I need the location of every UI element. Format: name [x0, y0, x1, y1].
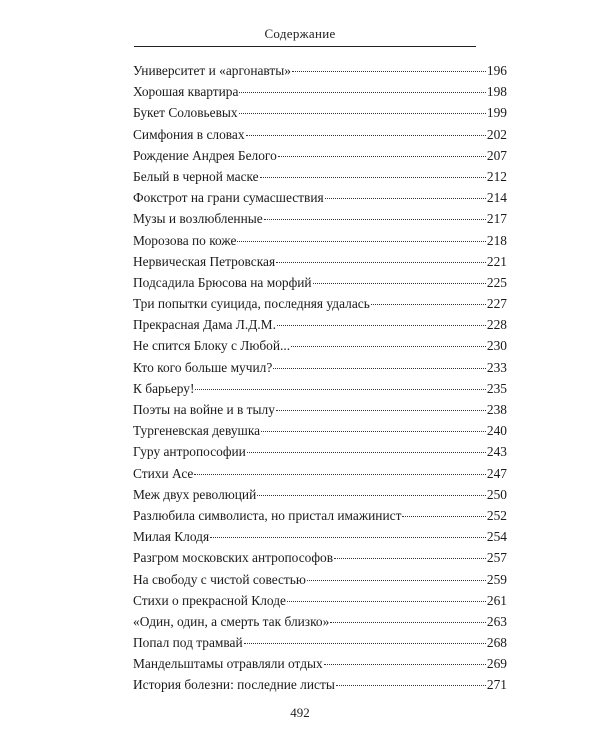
dot-leader	[292, 71, 486, 72]
toc-entry-title: Нервическая Петровская	[133, 253, 276, 269]
header-rule	[134, 46, 476, 47]
dot-leader	[277, 325, 486, 326]
toc-entry-title: Стихи о прекрасной Клоде	[133, 592, 286, 608]
toc-entry-page: 243	[486, 444, 507, 460]
toc-entry	[133, 632, 507, 653]
toc-entry-title: Университет и «аргонавты»	[133, 63, 291, 78]
toc-entry-title: «Один, один, а смерть так близко»	[133, 613, 330, 629]
toc-entry-title: К барьеру!	[133, 380, 195, 396]
toc-entry	[133, 102, 507, 123]
toc-entry-title: Музы и возлюбленные	[133, 211, 263, 227]
toc-entry	[133, 187, 507, 208]
toc-entry-title: Мандельштамы отравляли отдых	[133, 656, 323, 672]
toc-entry-title: Поэты на войне и в тылу	[133, 402, 275, 417]
toc-entry-title: История болезни: последние листы	[133, 677, 335, 693]
dot-leader	[325, 198, 486, 199]
toc-entry-page: 263	[486, 613, 507, 629]
toc-entry-page: 233	[486, 359, 507, 375]
toc-entry	[133, 124, 507, 145]
toc-entry	[133, 272, 507, 293]
toc-entry	[133, 145, 507, 166]
toc-entry-title: Букет Соловьевых	[133, 105, 238, 121]
toc-entry-title: Милая Клодя	[133, 529, 210, 545]
toc-entry-page: 227	[486, 296, 507, 312]
dot-leader	[291, 346, 486, 347]
dot-leader	[324, 664, 486, 665]
dot-leader	[336, 685, 486, 686]
dot-leader	[278, 156, 486, 157]
toc-entry	[133, 526, 507, 547]
toc-entry	[133, 590, 507, 611]
toc-entry-title: Белый в черной маске	[133, 168, 259, 184]
dot-leader	[246, 135, 486, 136]
toc-entry	[133, 399, 507, 420]
toc-entry-page: 247	[486, 465, 507, 481]
toc-entry	[133, 293, 507, 314]
dot-leader	[371, 304, 486, 305]
toc-entry	[133, 441, 507, 462]
toc-entry	[133, 81, 507, 102]
dot-leader	[264, 219, 486, 220]
toc-entry-title: Фокстрот на грани сумасшествия	[133, 190, 324, 206]
toc-entry-title: Попал под трамвай	[133, 635, 243, 651]
toc-entry-page: 259	[486, 571, 507, 587]
toc-entry	[133, 230, 507, 251]
dot-leader	[273, 368, 486, 369]
toc-entry-title: Рождение Андрея Белого	[133, 147, 277, 163]
toc-entry-page: 254	[486, 529, 507, 545]
toc-entry	[133, 420, 507, 441]
toc-entry	[133, 378, 507, 399]
toc-entry	[133, 314, 507, 335]
toc-entry	[133, 335, 507, 356]
toc-entry	[133, 547, 507, 568]
toc-entry-title: Кто кого больше мучил?	[133, 359, 273, 375]
toc-entry-page: 252	[486, 507, 507, 523]
dot-leader	[195, 389, 485, 390]
toc-entry-title: Хорошая квартира	[133, 84, 239, 100]
toc-entry-page: 235	[486, 380, 507, 396]
toc-entry-page: 261	[486, 592, 507, 608]
toc-entry-title: Разгром московских антропософов	[133, 550, 334, 566]
toc-entry	[133, 484, 507, 505]
toc-entry-title: Симфония в словах	[133, 126, 245, 142]
toc-entry-page: 221	[486, 253, 507, 269]
toc-entry-page: 238	[486, 402, 507, 417]
dot-leader	[260, 177, 486, 178]
toc-entry-title: Меж двух революций	[133, 486, 257, 502]
toc-entry	[133, 60, 507, 81]
toc-entry	[133, 611, 507, 632]
toc-entry	[133, 653, 507, 674]
toc-entry-page: 240	[486, 423, 507, 439]
dot-leader	[210, 537, 486, 538]
toc-entry-page: 202	[486, 126, 507, 142]
toc-entry-page: 268	[486, 635, 507, 651]
toc-entry-page: 217	[486, 211, 507, 227]
dot-leader	[261, 431, 486, 432]
toc-entry-title: Гуру антропософии	[133, 444, 246, 460]
toc-entry	[133, 251, 507, 272]
toc-entry	[133, 208, 507, 229]
dot-leader	[247, 452, 486, 453]
dot-leader	[244, 643, 486, 644]
dot-leader	[276, 262, 486, 263]
toc-entry	[133, 463, 507, 484]
toc-entry-page: 230	[486, 338, 507, 354]
toc-entry-page: 269	[486, 656, 507, 672]
dot-leader	[307, 580, 486, 581]
toc-entry-page: 214	[486, 190, 507, 206]
toc-entry-title: Морозова по коже	[133, 232, 237, 248]
dot-leader	[239, 92, 485, 93]
dot-leader	[313, 283, 486, 284]
table-of-contents	[133, 60, 507, 696]
toc-entry-page: 207	[486, 147, 507, 163]
toc-entry-title: Не спится Блоку с Любой...	[133, 338, 291, 354]
dot-leader	[402, 516, 485, 517]
toc-entry-title: На свободу с чистой совестью	[133, 571, 306, 587]
toc-entry-title: Три попытки суицида, последняя удалась	[133, 296, 370, 312]
toc-entry-title: Прекрасная Дама Л.Д.М.	[133, 317, 276, 333]
dot-leader	[237, 241, 485, 242]
toc-entry-title: Разлюбила символиста, но пристал имажинист	[133, 507, 402, 523]
toc-entry-page: 218	[486, 232, 507, 248]
running-head: Содержание	[264, 26, 336, 41]
dot-leader	[330, 622, 486, 623]
dot-leader	[334, 558, 486, 559]
dot-leader	[257, 495, 486, 496]
dot-leader	[276, 410, 486, 411]
toc-entry-title: Стихи Асе	[133, 465, 194, 481]
toc-entry-page: 199	[486, 105, 507, 121]
dot-leader	[239, 113, 486, 114]
toc-entry-page: 196	[486, 63, 507, 78]
toc-entry-title: Подсадила Брюсова на морфий	[133, 274, 312, 290]
toc-entry-page: 257	[486, 550, 507, 566]
toc-entry	[133, 674, 507, 695]
dot-leader	[287, 601, 486, 602]
toc-entry-page: 198	[486, 84, 507, 100]
toc-entry-page: 271	[486, 677, 507, 693]
toc-entry	[133, 569, 507, 590]
toc-entry-title: Тургеневская девушка	[133, 423, 261, 439]
toc-entry-page: 228	[486, 317, 507, 333]
toc-entry	[133, 505, 507, 526]
toc-entry-page: 212	[486, 168, 507, 184]
page-number: 492	[290, 705, 310, 720]
toc-entry-page: 225	[486, 274, 507, 290]
dot-leader	[194, 474, 486, 475]
toc-entry	[133, 166, 507, 187]
toc-entry	[133, 357, 507, 378]
toc-entry-page: 250	[486, 486, 507, 502]
